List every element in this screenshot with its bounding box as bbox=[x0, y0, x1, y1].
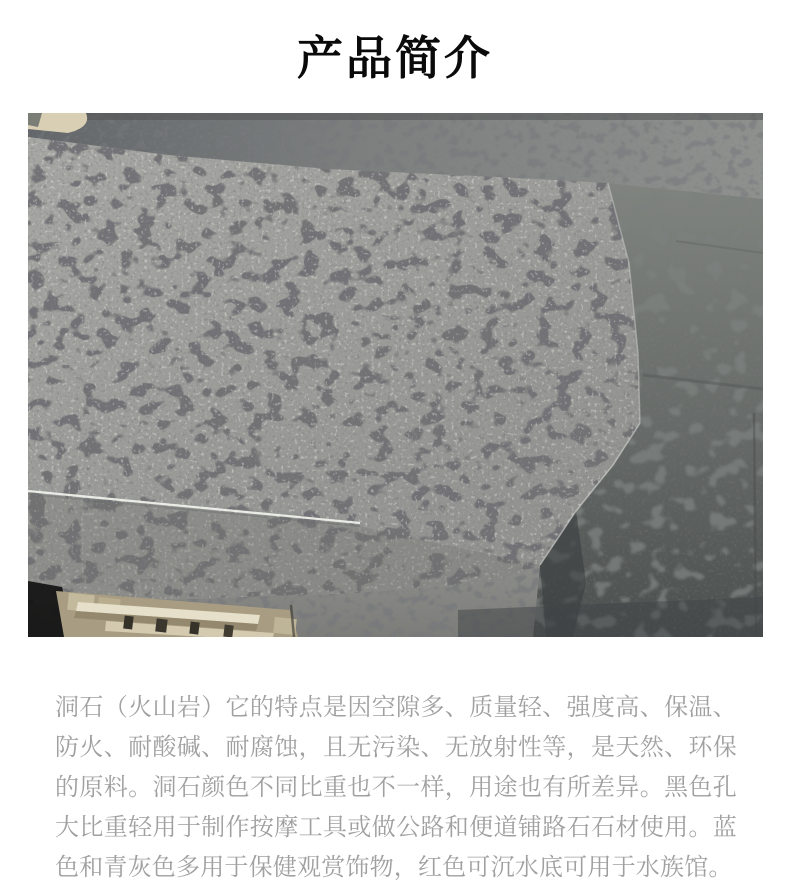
product-description: 洞石（火山岩）它的特点是因空隙多、质量轻、强度高、保温、防火、耐酸碱、耐腐蚀，且无污染、无放射性等，是天然、环保的原料。洞石颜色不同比重也不一样，用途也有所差异。黑色孔大比重轻用于制作按摩工具或做公路和便道铺路石石材使用。蓝色和青灰色多用于保健观赏饰物，红色可沉水底可用于水族馆。 bbox=[55, 694, 737, 881]
lava-stone-photo-illustration bbox=[28, 113, 763, 637]
page-title: 产品简介 bbox=[297, 32, 493, 84]
product-photo bbox=[28, 113, 763, 637]
